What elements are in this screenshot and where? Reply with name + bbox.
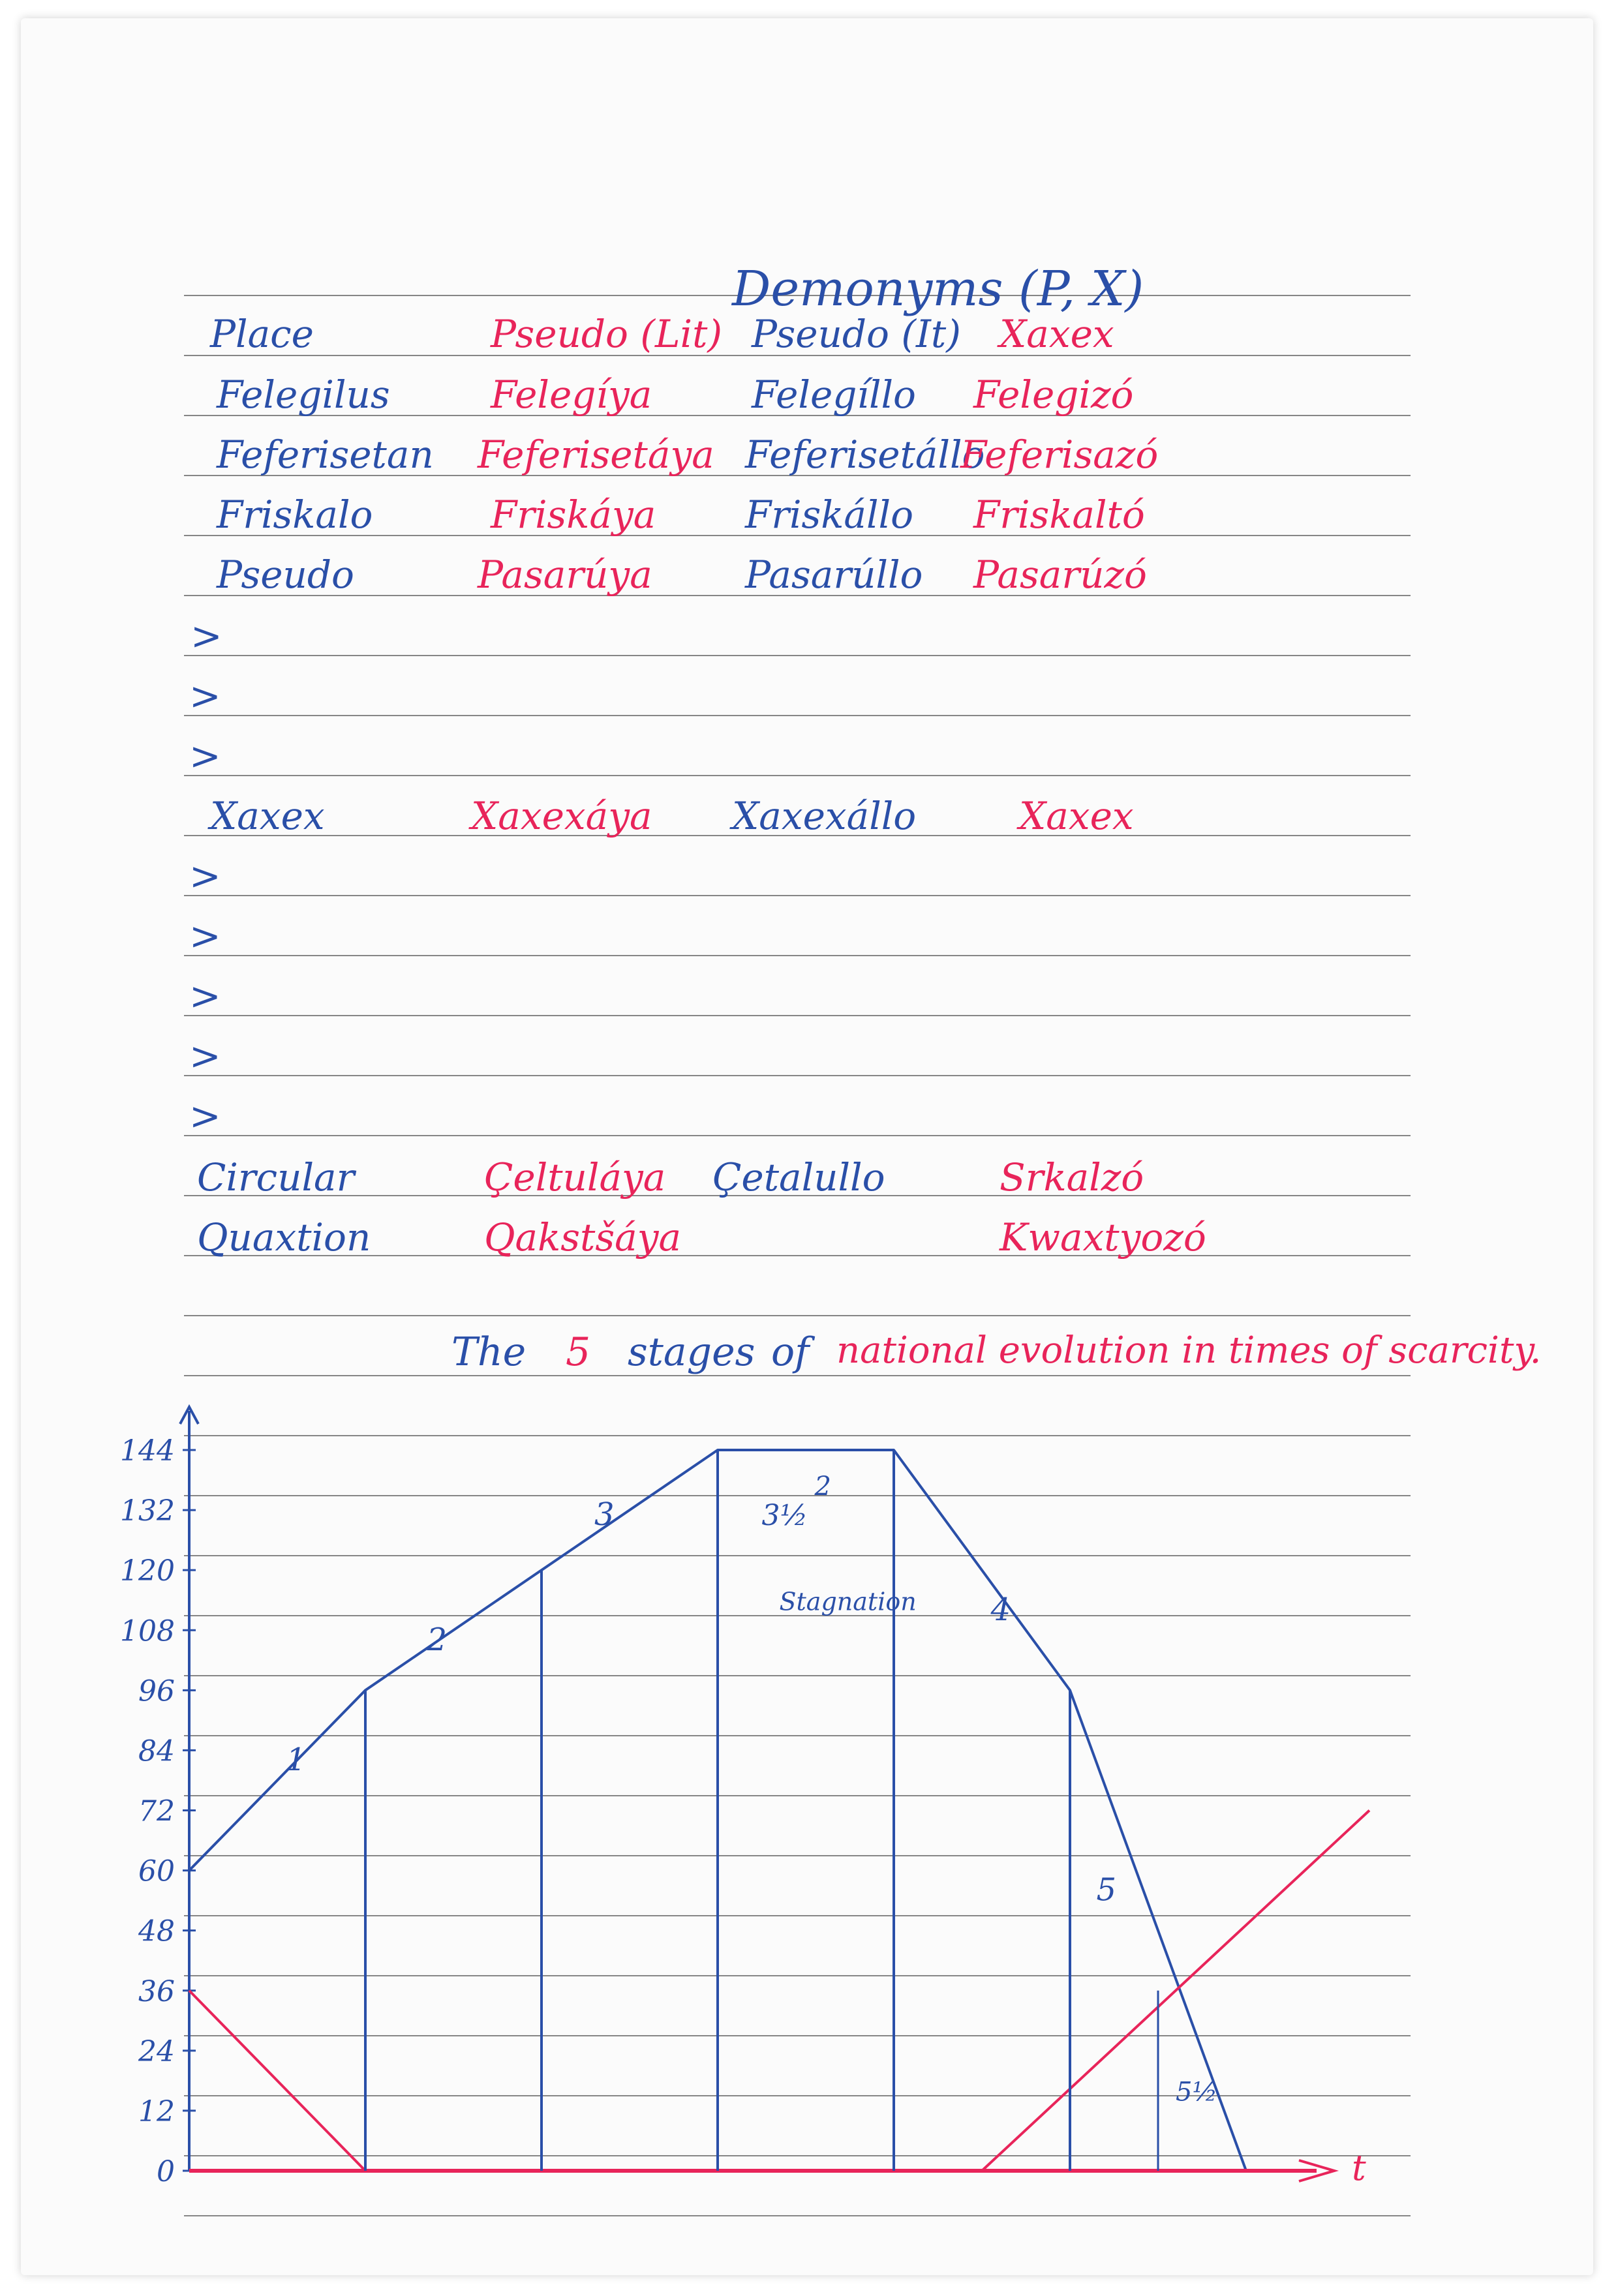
- header-xaxex: Xaxex: [1000, 312, 1114, 356]
- demonym-lit-cell: Çeltuláya: [484, 1155, 666, 1200]
- stage-label: Stagnation: [779, 1587, 917, 1616]
- demonym-lit-cell: Felegíya: [491, 372, 652, 417]
- demonym-xaxex-cell: Feferisazó: [960, 432, 1159, 477]
- demonym-xaxex-cell: Kwaxtyozó: [1000, 1215, 1206, 1260]
- row-marker: >: [189, 1034, 221, 1078]
- demonym-lit-cell: Qakstšáya: [484, 1215, 682, 1260]
- stage-label: 4: [990, 1591, 1011, 1628]
- demonym-xaxex-cell: Felegizó: [973, 372, 1134, 417]
- stage-label: 2: [427, 1621, 448, 1658]
- place-cell: Quaxtion: [197, 1215, 371, 1260]
- demonym-it-cell: Friskállo: [745, 492, 914, 537]
- y-tick-label: 0: [157, 2155, 175, 2188]
- demonym-xaxex-cell: Xaxex: [1019, 794, 1134, 838]
- y-tick-label: 120: [120, 1554, 175, 1588]
- caption-the: The: [451, 1329, 527, 1375]
- y-tick-label: 132: [120, 1494, 175, 1528]
- stage-label: 1: [286, 1742, 307, 1779]
- y-tick-label: 24: [138, 2034, 175, 2068]
- stage-label: 3½: [761, 1499, 808, 1533]
- caption-of: of: [771, 1329, 810, 1375]
- demonym-it-cell: Pasarúllo: [745, 552, 923, 597]
- place-cell: Friskalo: [217, 492, 373, 537]
- row-marker: >: [189, 1094, 221, 1138]
- caption-stages: stages: [628, 1329, 756, 1375]
- demonym-lit-cell: Friskáya: [491, 492, 656, 537]
- demonym-it-cell: Çetalullo: [712, 1155, 885, 1200]
- header-pseudo-lit: Pseudo (Lit): [491, 312, 723, 356]
- row-marker: >: [189, 854, 221, 898]
- y-tick-label: 108: [120, 1614, 175, 1648]
- stage-label: 2: [814, 1472, 831, 1502]
- demonym-xaxex-cell: Pasarúzó: [973, 552, 1147, 597]
- stage-label: 5: [1096, 1871, 1117, 1909]
- row-marker: >: [189, 914, 221, 958]
- place-cell: Pseudo: [217, 552, 354, 597]
- y-tick-label: 144: [120, 1434, 175, 1468]
- header-pseudo-it: Pseudo (It): [752, 312, 961, 356]
- y-tick-label: 72: [138, 1794, 175, 1828]
- row-marker: >: [189, 734, 221, 778]
- y-tick-label: 60: [138, 1854, 175, 1888]
- stage-label: 5½: [1176, 2077, 1218, 2107]
- row-marker: >: [189, 674, 221, 718]
- notebook-page: [21, 18, 1593, 2275]
- row-marker: >: [189, 974, 221, 1018]
- demonym-it-cell: Xaxexállo: [732, 794, 917, 838]
- y-tick-label: 36: [138, 1974, 175, 2008]
- page-title: Demonyms (P, X): [732, 261, 1144, 317]
- caption-number: 5: [566, 1329, 591, 1375]
- demonym-xaxex-cell: Srkalzó: [1000, 1155, 1144, 1200]
- y-tick-label: 96: [138, 1674, 175, 1708]
- demonym-it-cell: Feferisetállo: [745, 432, 985, 477]
- caption-rest: national evolution in times of scarcity.: [836, 1329, 1542, 1372]
- place-cell: Xaxex: [210, 794, 325, 838]
- demonym-xaxex-cell: Friskaltó: [973, 492, 1145, 537]
- demonym-lit-cell: Feferisetáya: [478, 432, 714, 477]
- place-cell: Feferisetan: [217, 432, 434, 477]
- row-marker: >: [191, 614, 222, 658]
- y-tick-label: 12: [138, 2094, 175, 2128]
- stages-chart: [21, 18, 1593, 2275]
- x-axis-label: t: [1352, 2147, 1366, 2188]
- place-cell: Felegilus: [217, 372, 390, 417]
- header-place: Place: [210, 312, 314, 356]
- demonym-lit-cell: Xaxexáya: [471, 794, 652, 838]
- y-tick-label: 48: [138, 1914, 175, 1948]
- demonym-it-cell: Felegíllo: [752, 372, 916, 417]
- place-cell: Circular: [197, 1155, 355, 1200]
- stage-label: 3: [594, 1496, 615, 1533]
- demonym-lit-cell: Pasarúya: [478, 552, 652, 597]
- y-tick-label: 84: [138, 1734, 175, 1768]
